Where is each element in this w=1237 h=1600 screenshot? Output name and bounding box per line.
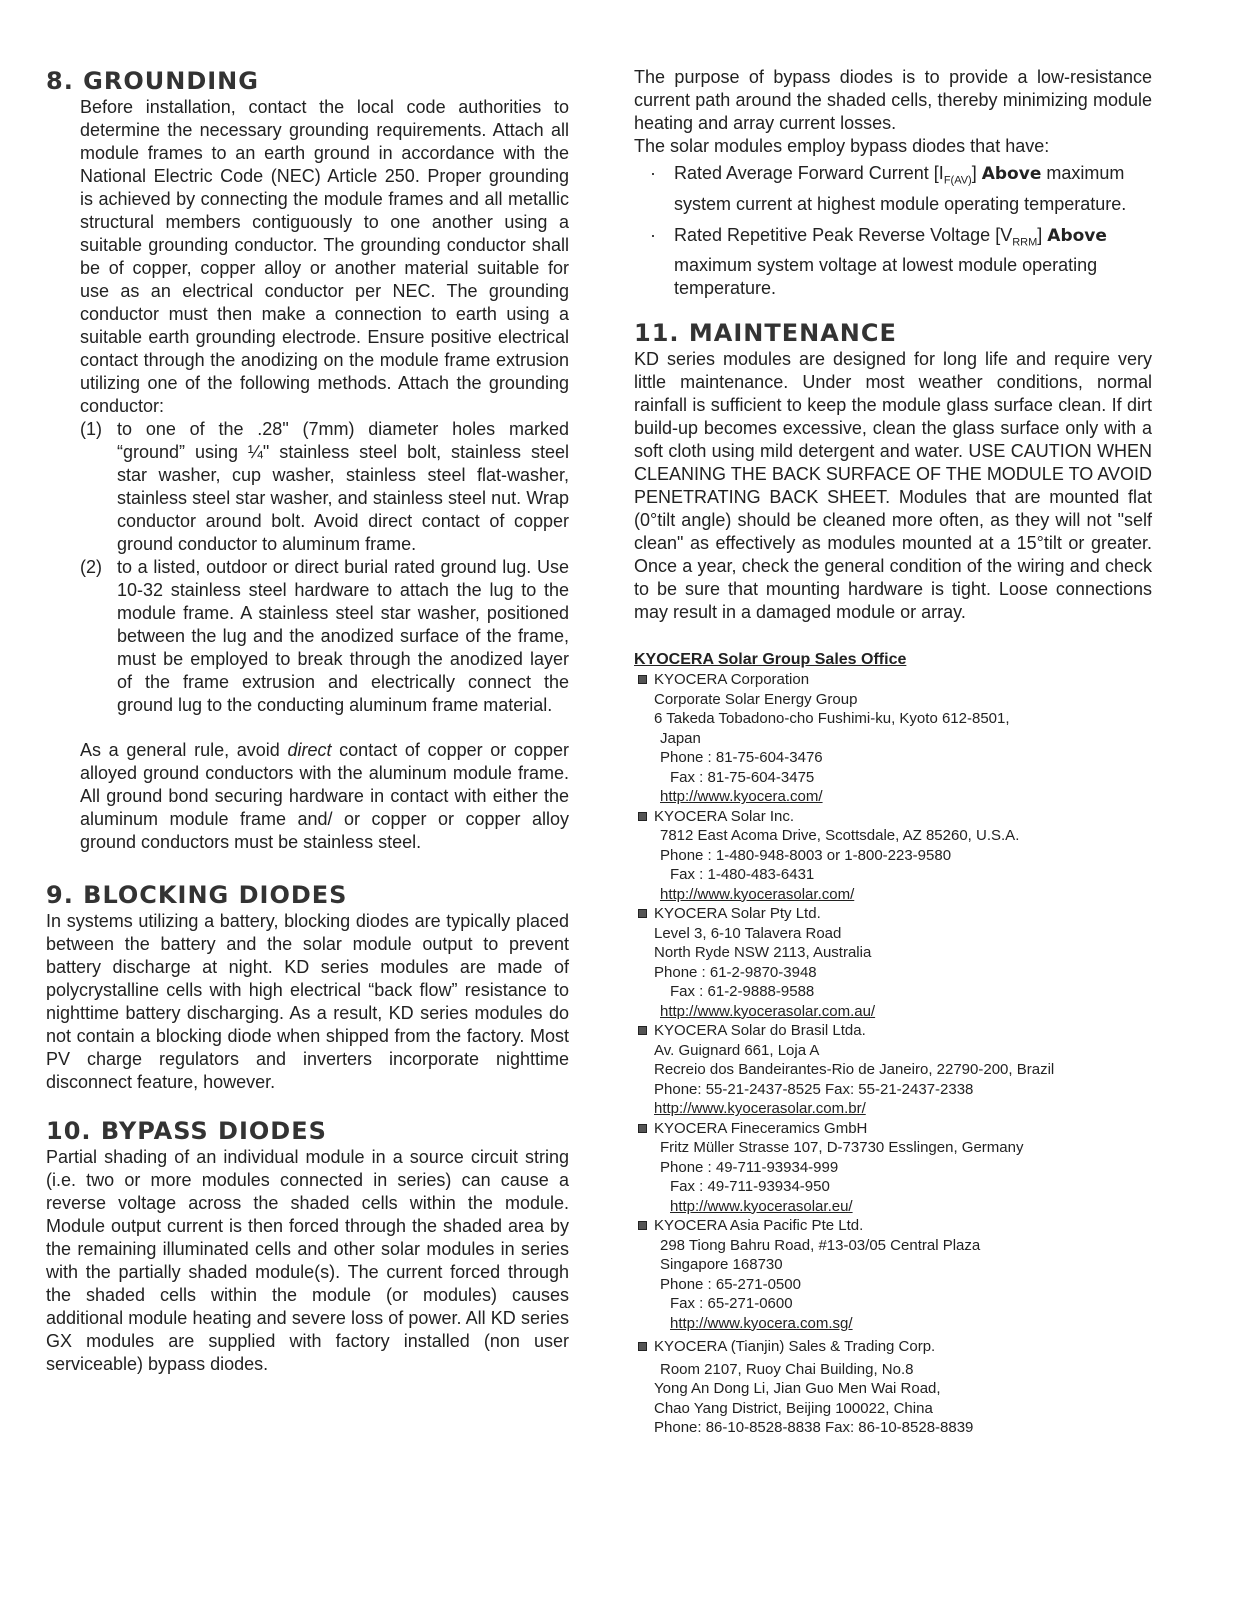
bypass-employ-text: The solar modules employ bypass diodes that have: bbox=[634, 136, 1050, 156]
bullet-square-icon bbox=[638, 1026, 647, 1035]
bullet-square-icon bbox=[638, 1124, 647, 1133]
office-address: Room 2107, Ruoy Chai Building, No.8 bbox=[660, 1360, 914, 1378]
office-phone: Phone : 81-75-604-3476 bbox=[660, 749, 823, 767]
office-heading bbox=[634, 670, 1152, 690]
method-number: (2) bbox=[80, 557, 102, 577]
office-name: KYOCERA Solar do Brasil Ltda. bbox=[654, 1022, 866, 1040]
office-address-city: Chao Yang District, Beijing 100022, China bbox=[654, 1399, 933, 1417]
office-line: Corporate Solar Energy Group bbox=[654, 690, 858, 708]
grounding-method-1 bbox=[80, 418, 569, 556]
grounding-general-rule bbox=[46, 739, 569, 854]
section-blocking-diodes bbox=[46, 880, 569, 1094]
office-phone: Phone : 61-2-9870-3948 bbox=[654, 963, 817, 981]
office-heading bbox=[634, 807, 1152, 827]
office-heading bbox=[634, 1119, 1152, 1139]
bypass-rating-voltage bbox=[650, 224, 1152, 301]
office-name: KYOCERA Corporation bbox=[654, 671, 810, 689]
office-fax: Fax : 1-480-483-6431 bbox=[670, 866, 815, 884]
office-website-link[interactable]: http://www.kyocerasolar.eu/ bbox=[670, 1197, 853, 1215]
office-address: Level 3, 6-10 Talavera Road bbox=[654, 924, 842, 942]
office-kyocera-solar-pty bbox=[634, 904, 1152, 1021]
office-name: KYOCERA Asia Pacific Pte Ltd. bbox=[654, 1217, 864, 1235]
office-heading bbox=[634, 1216, 1152, 1236]
office-fax: Fax : 61-2-9888-9588 bbox=[670, 983, 815, 1001]
section-title-maintenance: 11. MAINTENANCE bbox=[634, 319, 897, 348]
office-phone: Phone : 1-480-948-8003 or 1-800-223-9580 bbox=[660, 846, 952, 864]
bypass-purpose-text: The purpose of bypass diodes is to provide a low-resistance current path around the shaded cells, thereby minimizing module heating and array current losses. bbox=[634, 67, 1152, 133]
rule-emphasis: direct bbox=[287, 740, 332, 760]
blocking-diodes-text: In systems utilizing a battery, blocking diodes are typically placed between the battery and the solar module output to prevent battery discharge at night. KD series modules are made of polycrystalline cells with high electrical “back flow” resistance to nighttime battery discharging. As a result, KD series modules do not contain a blocking diode when shipped from the factory. Most PV charge regulators and inverters incorporate nighttime disconnect feature, however. bbox=[46, 911, 569, 1092]
office-fax: Fax : 81-75-604-3475 bbox=[670, 768, 815, 786]
office-address-street: Yong An Dong Li, Jian Guo Men Wai Road, bbox=[654, 1380, 941, 1398]
office-name: KYOCERA Solar Inc. bbox=[654, 807, 795, 825]
office-kyocera-solar-inc bbox=[634, 807, 1152, 905]
office-heading bbox=[634, 904, 1152, 924]
office-website-link[interactable]: http://www.kyocerasolar.com.br/ bbox=[654, 1100, 866, 1118]
left-column bbox=[46, 66, 569, 1376]
rating-above: Above bbox=[1047, 225, 1107, 246]
office-kyocera-solar-brasil bbox=[634, 1021, 1152, 1119]
bullet-mark: · bbox=[650, 163, 656, 183]
office-heading bbox=[634, 1337, 1152, 1357]
office-website-link[interactable]: http://www.kyocerasolar.com.au/ bbox=[660, 1002, 876, 1020]
bullet-mark: · bbox=[650, 224, 656, 245]
rating-subscript: F(AV) bbox=[943, 174, 972, 187]
bullet-square-icon bbox=[638, 1221, 647, 1230]
office-phone: Phone : 49-711-93934-999 bbox=[660, 1158, 839, 1176]
office-heading bbox=[634, 1021, 1152, 1041]
maintenance-text: KD series modules are designed for long life and require very little maintenance. Under most weather conditions, normal rainfall is sufficient to keep the module glass surface clean. If dirt build-up becomes excessive, clean the glass surface only with a soft cloth using mild detergent and water. USE CAUTION WHEN CLEANING THE BACK SURFACE OF THE MODULE TO AVOID PENETRATING BACK SHEET. Modules that are mounted flat (0°tilt angle) should be cleaned more often, as they will not "self clean" as effectively as modules mounted at a 15°tilt or greater. Once a year, check the general condition of the wiring and check to be sure that mounting hardware is tight. Loose connections may result in a damaged module or array. bbox=[634, 349, 1152, 623]
rating-text: Rated Repetitive Peak Reverse Voltage [V bbox=[674, 224, 1013, 245]
office-name: KYOCERA Solar Pty Ltd. bbox=[654, 905, 821, 923]
office-name: KYOCERA (Tianjin) Sales & Trading Corp. bbox=[654, 1338, 936, 1356]
office-phone: Phone : 65-271-0500 bbox=[660, 1275, 801, 1293]
section-title-grounding: 8. GROUNDING bbox=[46, 67, 259, 95]
office-kyocera-tianjin bbox=[634, 1337, 1152, 1438]
bullet-square-icon bbox=[638, 812, 647, 821]
office-website-link[interactable]: http://www.kyocerasolar.com/ bbox=[660, 885, 855, 903]
office-address-city: Singapore 168730 bbox=[660, 1256, 783, 1274]
office-website-link[interactable]: http://www.kyocera.com/ bbox=[660, 788, 823, 806]
office-website-link[interactable]: http://www.kyocera.com.sg/ bbox=[670, 1314, 853, 1332]
rule-text-end: contact of copper or copper alloyed ground conductors with the aluminum module frame. All ground bond securing hardware in contact with either the aluminum module frame and/ or copper or copper alloy ground conductors must be stainless steel. bbox=[80, 740, 569, 852]
method-text: to a listed, outdoor or direct burial rated ground lug. Use 10-32 stainless steel hardware to attach the lug to the module frame. A stainless steel star washer, positioned between the lug and the anodized surface of the frame, must be employed to break through the anodized layer of the frame extrusion and electrically connect the ground lug to the conducting aluminum frame material. bbox=[117, 557, 569, 715]
rule-text-start: As a general rule, avoid bbox=[80, 740, 288, 760]
sales-offices bbox=[634, 650, 1152, 1438]
rating-bracket: ] bbox=[1037, 224, 1048, 245]
rating-text: Rated Average Forward Current [I bbox=[674, 163, 944, 183]
section-maintenance bbox=[634, 318, 1152, 624]
section-title-blocking-diodes: 9. BLOCKING DIODES bbox=[46, 881, 348, 909]
bullet-square-icon bbox=[638, 909, 647, 918]
rating-above: Above bbox=[981, 164, 1042, 184]
rating-text-end: maximum system current at highest module operating temperature. bbox=[674, 163, 1127, 214]
grounding-intro: Before installation, contact the local code authorities to determine the necessary grounding requirements. Attach all module frames to an earth ground in accordance with the National Electric Code (NEC) Article 250. Proper grounding is achieved by connecting the module frames and all metallic structural members contiguously to one another using a suitable grounding conductor. The grounding conductor shall be of copper, copper alloy or another material suitable for use as an electrical conductor per NEC. The grounding conductor must then make a connection to earth using a suitable earth grounding electrode. Ensure positive electrical contact through the anodizing on the module frame extrusion utilizing one of the following methods. Attach the grounding conductor: bbox=[80, 97, 569, 416]
section-bypass-diodes bbox=[46, 1116, 569, 1376]
office-fax: Fax : 65-271-0600 bbox=[670, 1295, 793, 1313]
bullet-square-icon bbox=[638, 1342, 647, 1351]
grounding-method-2 bbox=[80, 556, 569, 717]
office-kyocera-corporation bbox=[634, 670, 1152, 807]
office-name: KYOCERA Fineceramics GmbH bbox=[654, 1119, 868, 1137]
office-address-city: North Ryde NSW 2113, Australia bbox=[654, 944, 872, 962]
section-title-bypass-diodes: 10. BYPASS DIODES bbox=[46, 1117, 327, 1145]
office-address: Av. Guignard 661, Loja A bbox=[654, 1041, 820, 1059]
office-kyocera-asia-pacific bbox=[634, 1216, 1152, 1333]
office-phone-fax: Phone: 86-10-8528-8838 Fax: 86-10-8528-8839 bbox=[654, 1419, 974, 1437]
office-phone-fax: Phone: 55-21-2437-8525 Fax: 55-21-2437-2338 bbox=[654, 1080, 974, 1098]
office-address: Fritz Müller Strasse 107, D-73730 Esslingen, Germany bbox=[660, 1139, 1024, 1157]
rating-bracket: ] bbox=[971, 163, 982, 183]
rating-text-end: maximum system voltage at lowest module operating temperature. bbox=[674, 255, 1098, 299]
grounding-methods bbox=[46, 418, 569, 717]
bypass-ratings-list bbox=[634, 162, 1152, 300]
bypass-diodes-text: Partial shading of an individual module in a source circuit string (i.e. two or more modules connected in series) can cause a reverse voltage across the shaded cells within the module. Module output current is then forced through the shaded area by the remaining illuminated cells and other solar modules in series with the partially shaded module(s). The current forced through the shaded cells within the module (or modules) causes additional module heating and severe loss of power. All KD series GX modules are supplied with factory installed (non user serviceable) bypass diodes. bbox=[46, 1147, 569, 1374]
rating-subscript: RRM bbox=[1012, 236, 1038, 249]
sales-offices-title: KYOCERA Solar Group Sales Office bbox=[634, 651, 907, 669]
method-text: to one of the .28" (7mm) diameter holes marked “ground” using ¼" stainless steel bolt, stainless steel star washer, cup washer, stainless steel flat-washer, stainless steel star washer, and stainless steel nut. Wrap conductor around bolt. Avoid direct contact of copper ground conductor to aluminum frame. bbox=[117, 419, 569, 554]
office-address: 6 Takeda Tobadono-cho Fushimi-ku, Kyoto 612-8501, bbox=[654, 710, 1010, 728]
office-kyocera-fineceramics bbox=[634, 1119, 1152, 1217]
office-country: Japan bbox=[660, 729, 701, 747]
section-grounding bbox=[46, 66, 569, 854]
office-address: 298 Tiong Bahru Road, #13-03/05 Central Plaza bbox=[660, 1236, 981, 1254]
bypass-rating-current bbox=[650, 162, 1152, 216]
method-number: (1) bbox=[80, 419, 102, 439]
office-address-city: Recreio dos Bandeirantes-Rio de Janeiro, 22790-200, Brazil bbox=[654, 1061, 1055, 1079]
right-column bbox=[634, 66, 1152, 1438]
bullet-square-icon bbox=[638, 675, 647, 684]
office-fax: Fax : 49-711-93934-950 bbox=[670, 1178, 830, 1196]
office-address: 7812 East Acoma Drive, Scottsdale, AZ 85260, U.S.A. bbox=[660, 827, 1020, 845]
